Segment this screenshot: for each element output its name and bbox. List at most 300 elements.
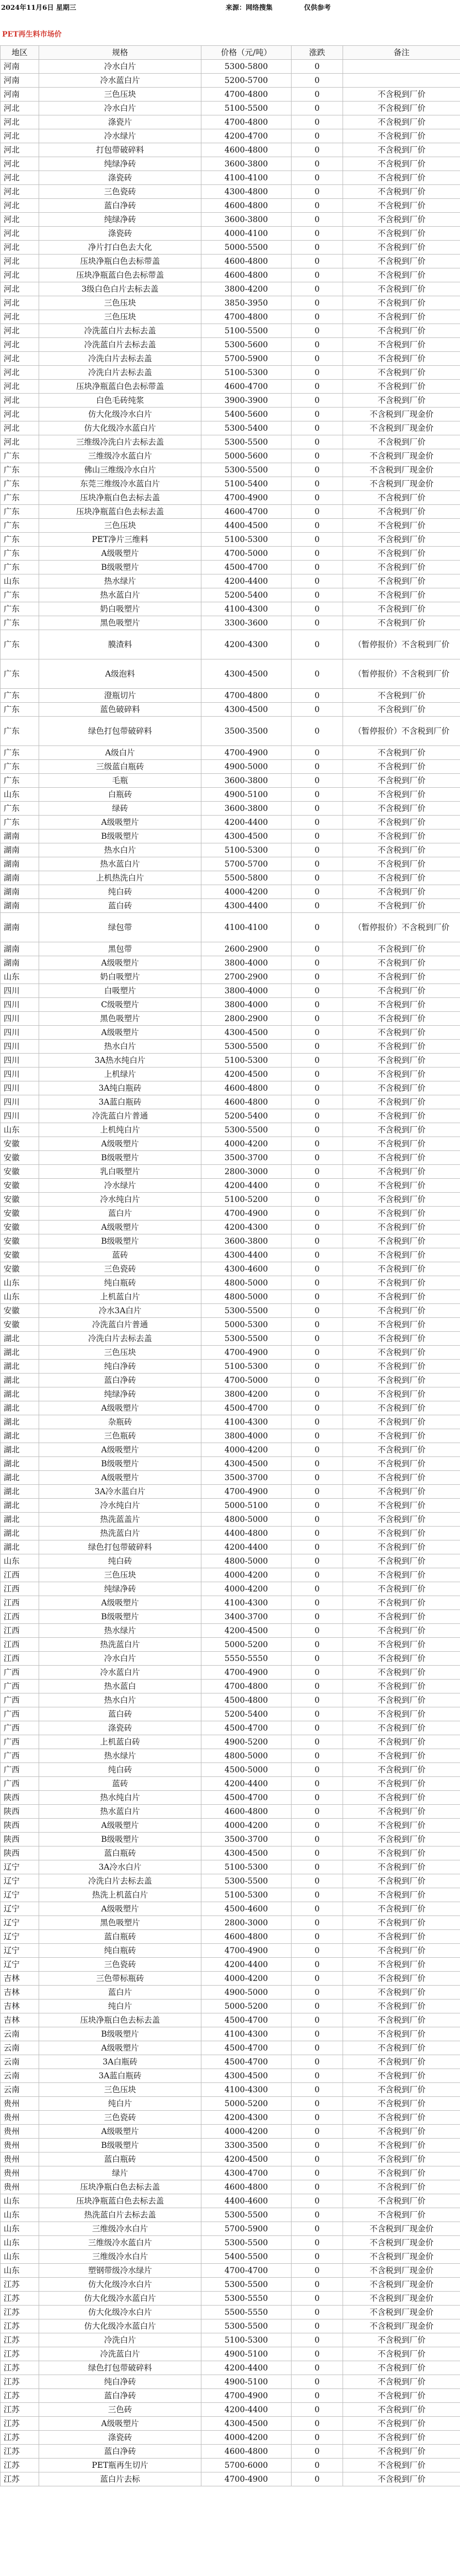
spec-cell: 纯白瓶砖 xyxy=(39,1276,201,1290)
change-cell: 0 xyxy=(292,1721,343,1735)
remark-cell: 不含税到厂价 xyxy=(343,1179,460,1193)
remark-cell: 不含税到厂价 xyxy=(343,2153,460,2166)
remark-cell: 不含税到厂价 xyxy=(343,2097,460,2111)
table-row xyxy=(1,561,460,574)
price-cell: 3850-3950 xyxy=(201,296,292,310)
table-row xyxy=(1,1554,460,1568)
spec-cell: 白吸塑片 xyxy=(39,984,201,998)
remark-cell: 不含税到厂价 xyxy=(343,505,460,519)
price-cell: 4200-4500 xyxy=(201,1624,292,1638)
table-row xyxy=(1,857,460,871)
region-cell: 陕西 xyxy=(1,1791,39,1805)
change-cell: 0 xyxy=(292,1777,343,1791)
change-cell: 0 xyxy=(292,802,343,816)
spec-cell: 三色瓷砖 xyxy=(39,1958,201,1972)
change-cell: 0 xyxy=(292,1346,343,1360)
price-cell: 5100-5300 xyxy=(201,1888,292,1902)
change-cell: 0 xyxy=(292,2166,343,2180)
change-cell: 0 xyxy=(292,1387,343,1401)
remark-cell: 不含税到厂价 xyxy=(343,942,460,956)
table-row xyxy=(1,1833,460,1846)
table-row xyxy=(1,1387,460,1401)
remark-cell: 不含税到厂价 xyxy=(343,703,460,717)
price-cell: 4800-5000 xyxy=(201,1290,292,1304)
region-cell: 广东 xyxy=(1,616,39,630)
change-cell: 0 xyxy=(292,2417,343,2431)
region-cell: 河北 xyxy=(1,171,39,185)
region-cell: 山东 xyxy=(1,1276,39,1290)
price-cell: 4700-4800 xyxy=(201,1680,292,1693)
region-cell: 安徽 xyxy=(1,1248,39,1262)
change-cell: 0 xyxy=(292,533,343,547)
region-cell: 广西 xyxy=(1,1680,39,1693)
price-cell: 4500-4700 xyxy=(201,1401,292,1415)
table-row xyxy=(1,760,460,774)
price-cell: 4200-4400 xyxy=(201,1958,292,1972)
region-cell: 河北 xyxy=(1,185,39,199)
remark-cell: 不含税到厂现金价 xyxy=(343,421,460,435)
table-row xyxy=(1,1081,460,1095)
region-cell: 广东 xyxy=(1,547,39,561)
change-cell: 0 xyxy=(292,1123,343,1137)
remark-cell: 不含税到厂价 xyxy=(343,88,460,101)
change-cell: 0 xyxy=(292,449,343,463)
region-cell: 河北 xyxy=(1,366,39,380)
table-row xyxy=(1,1109,460,1123)
table-row xyxy=(1,1248,460,1262)
table-row xyxy=(1,774,460,788)
table-row xyxy=(1,380,460,394)
region-cell: 湖北 xyxy=(1,1485,39,1499)
spec-cell: B级吸塑片 xyxy=(39,2139,201,2153)
spec-cell: 三维级冷水蓝白片 xyxy=(39,2236,201,2250)
table-row xyxy=(1,1234,460,1248)
table-row xyxy=(1,2194,460,2208)
spec-cell: 蓝白瓶砖 xyxy=(39,2153,201,2166)
spec-cell: 3A热水纯白片 xyxy=(39,1054,201,1067)
change-cell: 0 xyxy=(292,2013,343,2027)
region-cell: 广西 xyxy=(1,1721,39,1735)
region-cell: 河北 xyxy=(1,143,39,157)
price-cell: 4200-4400 xyxy=(201,2403,292,2417)
change-cell: 0 xyxy=(292,1109,343,1123)
price-cell: 4300-4800 xyxy=(201,185,292,199)
region-cell: 广东 xyxy=(1,519,39,533)
price-cell: 4700-4800 xyxy=(201,115,292,129)
change-cell: 0 xyxy=(292,380,343,394)
change-cell: 0 xyxy=(292,1471,343,1485)
change-cell: 0 xyxy=(292,2111,343,2125)
price-cell: 4800-5000 xyxy=(201,1513,292,1527)
table-row xyxy=(1,746,460,760)
remark-cell: 不含税到厂价 xyxy=(343,1026,460,1040)
spec-cell: 热水绿片 xyxy=(39,574,201,588)
region-cell: 江西 xyxy=(1,1596,39,1610)
price-cell: 4900-5100 xyxy=(201,788,292,802)
region-cell: 四川 xyxy=(1,984,39,998)
region-cell: 河北 xyxy=(1,338,39,352)
region-cell: 云南 xyxy=(1,2027,39,2041)
change-cell: 0 xyxy=(292,588,343,602)
region-cell: 江苏 xyxy=(1,2361,39,2375)
price-cell: 4200-4400 xyxy=(201,816,292,829)
remark-cell: 不含税到厂价 xyxy=(343,2403,460,2417)
remark-cell: 不含税到厂现金价 xyxy=(343,2222,460,2236)
price-cell: 5300-5500 xyxy=(201,1874,292,1888)
region-cell: 江苏 xyxy=(1,2389,39,2403)
price-cell: 4600-4700 xyxy=(201,380,292,394)
region-cell: 河南 xyxy=(1,60,39,74)
price-cell: 5000-5100 xyxy=(201,1499,292,1513)
price-cell: 5700-6000 xyxy=(201,2459,292,2472)
table-row xyxy=(1,352,460,366)
price-cell: 3300-3600 xyxy=(201,616,292,630)
table-row xyxy=(1,1596,460,1610)
price-cell: 4600-4800 xyxy=(201,143,292,157)
spec-cell: 冷水蓝白片 xyxy=(39,74,201,88)
price-cell: 4300-4400 xyxy=(201,1248,292,1262)
remark-cell: 不含税到厂现金价 xyxy=(343,2264,460,2278)
page-title: PET再生料市场价 xyxy=(2,30,62,39)
price-cell: 3500-3700 xyxy=(201,1151,292,1165)
remark-cell: 不含税到厂价 xyxy=(343,1582,460,1596)
region-cell: 安徽 xyxy=(1,1193,39,1207)
change-cell: 0 xyxy=(292,255,343,268)
table-row xyxy=(1,2445,460,2459)
change-cell: 0 xyxy=(292,1986,343,1999)
table-row xyxy=(1,2361,460,2375)
price-cell: 4500-4600 xyxy=(201,1902,292,1916)
region-cell: 贵州 xyxy=(1,2139,39,2153)
region-cell: 安徽 xyxy=(1,1165,39,1179)
table-row xyxy=(1,2472,460,2486)
remark-cell: 不含税到厂价 xyxy=(343,129,460,143)
price-cell: 5100-5300 xyxy=(201,843,292,857)
remark-cell: 不含税到厂价 xyxy=(343,2180,460,2194)
region-cell: 广西 xyxy=(1,1735,39,1749)
spec-cell: 三维级冷水蓝白片 xyxy=(39,449,201,463)
change-cell: 0 xyxy=(292,1596,343,1610)
spec-cell: 绿片 xyxy=(39,2166,201,2180)
remark-cell: 不含税到厂价 xyxy=(343,885,460,899)
remark-cell: 不含税到厂价 xyxy=(343,1972,460,1986)
price-cell: 4700-5000 xyxy=(201,1374,292,1387)
change-cell: 0 xyxy=(292,1999,343,2013)
change-cell: 0 xyxy=(292,1290,343,1304)
table-row xyxy=(1,574,460,588)
table-row xyxy=(1,74,460,88)
remark-cell: 不含税到厂价 xyxy=(343,970,460,984)
change-cell: 0 xyxy=(292,2180,343,2194)
change-cell: 0 xyxy=(292,1443,343,1457)
price-cell: 4300-4500 xyxy=(201,1457,292,1471)
table-row xyxy=(1,2222,460,2236)
price-cell: 4100-4100 xyxy=(201,171,292,185)
spec-cell: 三色瓷砖 xyxy=(39,2111,201,2125)
price-cell: 4300-4500 xyxy=(201,659,292,689)
change-cell: 0 xyxy=(292,1207,343,1221)
spec-cell: 蓝白片 xyxy=(39,1986,201,1999)
region-cell: 广东 xyxy=(1,477,39,491)
region-cell: 山东 xyxy=(1,1554,39,1568)
remark-cell: 不含税到厂价 xyxy=(343,1165,460,1179)
price-cell: 4200-4400 xyxy=(201,1777,292,1791)
change-cell: 0 xyxy=(292,899,343,913)
remark-cell: 不含税到厂价 xyxy=(343,1151,460,1165)
spec-cell: 三维级冷洗白片去标去盖 xyxy=(39,435,201,449)
remark-cell: 不含税到厂价 xyxy=(343,1067,460,1081)
remark-cell: 不含税到厂价 xyxy=(343,2208,460,2222)
table-row xyxy=(1,310,460,324)
region-cell: 山东 xyxy=(1,2250,39,2264)
region-cell: 湖北 xyxy=(1,1346,39,1360)
spec-cell: A级吸塑片 xyxy=(39,1137,201,1151)
change-cell: 0 xyxy=(292,1401,343,1415)
remark-cell: 不含税到厂价 xyxy=(343,1429,460,1443)
table-row xyxy=(1,213,460,227)
change-cell: 0 xyxy=(292,491,343,505)
table-row xyxy=(1,1819,460,1833)
change-cell: 0 xyxy=(292,717,343,746)
table-row xyxy=(1,129,460,143)
price-cell: 4300-4600 xyxy=(201,1262,292,1276)
table-row xyxy=(1,115,460,129)
remark-cell: 不含税到厂价 xyxy=(343,1276,460,1290)
change-cell: 0 xyxy=(292,435,343,449)
report-date: 2024年11月6日 星期三 xyxy=(1,4,76,12)
price-cell: 4700-4900 xyxy=(201,746,292,760)
price-cell: 3800-4000 xyxy=(201,998,292,1012)
remark-cell: 不含税到厂价 xyxy=(343,689,460,703)
region-cell: 湖北 xyxy=(1,1540,39,1554)
remark-cell: 不含税到厂价 xyxy=(343,1986,460,1999)
table-row xyxy=(1,491,460,505)
price-cell: 4000-4200 xyxy=(201,1582,292,1596)
region-cell: 安徽 xyxy=(1,1207,39,1221)
table-row xyxy=(1,463,460,477)
spec-cell: 蓝砖 xyxy=(39,1248,201,1262)
column-header-region: 地区 xyxy=(1,46,39,60)
change-cell: 0 xyxy=(292,1791,343,1805)
remark-cell: 不含税到厂价 xyxy=(343,199,460,213)
region-cell: 湖北 xyxy=(1,1499,39,1513)
price-cell: 4000-4200 xyxy=(201,1137,292,1151)
price-cell: 5300-5500 xyxy=(201,463,292,477)
region-cell: 河北 xyxy=(1,296,39,310)
price-cell: 3800-4000 xyxy=(201,956,292,970)
remark-cell: 不含税到厂价 xyxy=(343,984,460,998)
change-cell: 0 xyxy=(292,1846,343,1860)
change-cell: 0 xyxy=(292,857,343,871)
remark-cell: 不含税到厂价 xyxy=(343,2361,460,2375)
column-header-remark: 备注 xyxy=(343,46,460,60)
table-row xyxy=(1,282,460,296)
spec-cell: 压块净瓶白色去标去盖 xyxy=(39,491,201,505)
table-row xyxy=(1,689,460,703)
table-row xyxy=(1,1540,460,1554)
region-cell: 河北 xyxy=(1,380,39,394)
region-cell: 广东 xyxy=(1,774,39,788)
spec-cell: 涤瓷砖 xyxy=(39,227,201,241)
remark-cell: 不含税到厂价 xyxy=(343,1680,460,1693)
price-cell: 5100-5400 xyxy=(201,477,292,491)
remark-cell: 不含税到厂价 xyxy=(343,2375,460,2389)
region-cell: 云南 xyxy=(1,2069,39,2083)
change-cell: 0 xyxy=(292,984,343,998)
spec-cell: 上机蓝白片 xyxy=(39,1290,201,1304)
spec-cell: 绿色打包带破碎料 xyxy=(39,2361,201,2375)
price-cell: 4900-5100 xyxy=(201,2375,292,2389)
remark-cell: 不含税到厂价 xyxy=(343,241,460,255)
change-cell: 0 xyxy=(292,1262,343,1276)
change-cell: 0 xyxy=(292,2333,343,2347)
spec-cell: A级吸塑片 xyxy=(39,1596,201,1610)
region-cell: 陕西 xyxy=(1,1819,39,1833)
remark-cell: 不含税到厂价 xyxy=(343,1290,460,1304)
table-row xyxy=(1,899,460,913)
price-cell: 4700-4800 xyxy=(201,689,292,703)
table-row xyxy=(1,1749,460,1763)
change-cell: 0 xyxy=(292,282,343,296)
region-cell: 广东 xyxy=(1,802,39,816)
table-row xyxy=(1,157,460,171)
spec-cell: 东莞三维级冷水蓝白片 xyxy=(39,477,201,491)
change-cell: 0 xyxy=(292,1693,343,1707)
region-cell: 四川 xyxy=(1,1026,39,1040)
price-cell: 3600-3800 xyxy=(201,774,292,788)
region-cell: 河北 xyxy=(1,421,39,435)
spec-cell: A级吸塑片 xyxy=(39,1819,201,1833)
table-row xyxy=(1,1624,460,1638)
spec-cell: 3级白色白片去标去盖 xyxy=(39,282,201,296)
remark-cell: 不含税到厂价 xyxy=(343,1763,460,1777)
price-cell: 4500-4700 xyxy=(201,561,292,574)
table-row xyxy=(1,1999,460,2013)
region-cell: 河北 xyxy=(1,394,39,408)
remark-cell: 不含税到厂价 xyxy=(343,2194,460,2208)
table-row xyxy=(1,1304,460,1318)
region-cell: 广东 xyxy=(1,602,39,616)
spec-cell: 冷洗蓝白片普通 xyxy=(39,1318,201,1332)
region-cell: 安徽 xyxy=(1,1221,39,1234)
remark-cell: 不含税到厂价 xyxy=(343,2041,460,2055)
remark-cell: 不含税到厂价 xyxy=(343,1638,460,1652)
table-row xyxy=(1,505,460,519)
price-cell: 4200-4400 xyxy=(201,1179,292,1193)
price-cell: 5700-5900 xyxy=(201,2222,292,2236)
remark-cell: 不含税到厂价 xyxy=(343,366,460,380)
price-cell: 4100-4300 xyxy=(201,2083,292,2097)
spec-cell: 冷水白片 xyxy=(39,101,201,115)
change-cell: 0 xyxy=(292,505,343,519)
region-cell: 广东 xyxy=(1,717,39,746)
region-cell: 江苏 xyxy=(1,2278,39,2292)
price-cell: 4900-5100 xyxy=(201,2347,292,2361)
table-row xyxy=(1,1179,460,1193)
table-row xyxy=(1,2139,460,2153)
price-cell: 3500-3700 xyxy=(201,1833,292,1846)
region-cell: 辽宁 xyxy=(1,1874,39,1888)
change-cell: 0 xyxy=(292,1902,343,1916)
remark-cell: 不含税到厂价 xyxy=(343,1666,460,1680)
table-row xyxy=(1,2403,460,2417)
remark-cell: 不含税到厂价 xyxy=(343,1513,460,1527)
price-cell: 4700-4800 xyxy=(201,88,292,101)
price-cell: 5100-5300 xyxy=(201,2333,292,2347)
remark-cell: 不含税到厂价 xyxy=(343,857,460,871)
change-cell: 0 xyxy=(292,1429,343,1443)
table-row xyxy=(1,2431,460,2445)
region-cell: 广东 xyxy=(1,760,39,774)
spec-cell: 冷洗蓝白片去标去盖 xyxy=(39,338,201,352)
change-cell: 0 xyxy=(292,352,343,366)
remark-cell: 不含税到厂价 xyxy=(343,829,460,843)
change-cell: 0 xyxy=(292,1485,343,1499)
change-cell: 0 xyxy=(292,1151,343,1165)
price-cell: 4000-4200 xyxy=(201,1443,292,1457)
region-cell: 河北 xyxy=(1,241,39,255)
table-row xyxy=(1,1360,460,1374)
spec-cell: 热水绿片 xyxy=(39,1749,201,1763)
region-cell: 江西 xyxy=(1,1582,39,1596)
remark-cell: 不含税到厂价 xyxy=(343,1054,460,1067)
remark-cell: 不含税到厂价 xyxy=(343,1471,460,1485)
remark-cell: 不含税到厂价 xyxy=(343,2013,460,2027)
price-cell: 5300-5800 xyxy=(201,60,292,74)
remark-cell: 不含税到厂价 xyxy=(343,1137,460,1151)
price-cell: 3900-3900 xyxy=(201,394,292,408)
remark-cell: 不含税到厂价 xyxy=(343,1527,460,1540)
region-cell: 江苏 xyxy=(1,2403,39,2417)
region-cell: 广东 xyxy=(1,533,39,547)
spec-cell: 热水纯白片 xyxy=(39,1791,201,1805)
price-cell: 5300-5500 xyxy=(201,2319,292,2333)
region-cell: 江西 xyxy=(1,1652,39,1666)
table-row xyxy=(1,1777,460,1791)
price-cell: 4600-4800 xyxy=(201,268,292,282)
region-cell: 四川 xyxy=(1,1012,39,1026)
spec-cell: 三色压块 xyxy=(39,519,201,533)
spec-cell: 三色压块 xyxy=(39,310,201,324)
change-cell: 0 xyxy=(292,394,343,408)
remark-cell: 不含税到厂价 xyxy=(343,1387,460,1401)
remark-cell: 不含税到厂价 xyxy=(343,1860,460,1874)
table-row xyxy=(1,1986,460,1999)
spec-cell: A级泡料 xyxy=(39,659,201,689)
change-cell: 0 xyxy=(292,746,343,760)
change-cell: 0 xyxy=(292,463,343,477)
remark-cell: 不含税到厂价 xyxy=(343,338,460,352)
remark-cell: 不含税到厂价 xyxy=(343,2125,460,2139)
region-cell: 安徽 xyxy=(1,1234,39,1248)
price-cell: 4700-4700 xyxy=(201,2264,292,2278)
change-cell: 0 xyxy=(292,816,343,829)
region-cell: 云南 xyxy=(1,2041,39,2055)
spec-cell: 热洗蓝白片去标去盖 xyxy=(39,2208,201,2222)
table-row xyxy=(1,2069,460,2083)
price-cell: 4200-4300 xyxy=(201,1221,292,1234)
region-cell: 四川 xyxy=(1,1067,39,1081)
table-row xyxy=(1,1916,460,1930)
spec-cell: PET净片三维料 xyxy=(39,533,201,547)
region-cell: 安徽 xyxy=(1,1151,39,1165)
region-cell: 江西 xyxy=(1,1568,39,1582)
spec-cell: 蓝白净砖 xyxy=(39,2445,201,2459)
spec-cell: 蓝白净砖 xyxy=(39,199,201,213)
region-cell: 广西 xyxy=(1,1666,39,1680)
spec-cell: 三色带标瓶砖 xyxy=(39,1972,201,1986)
region-cell: 安徽 xyxy=(1,1137,39,1151)
